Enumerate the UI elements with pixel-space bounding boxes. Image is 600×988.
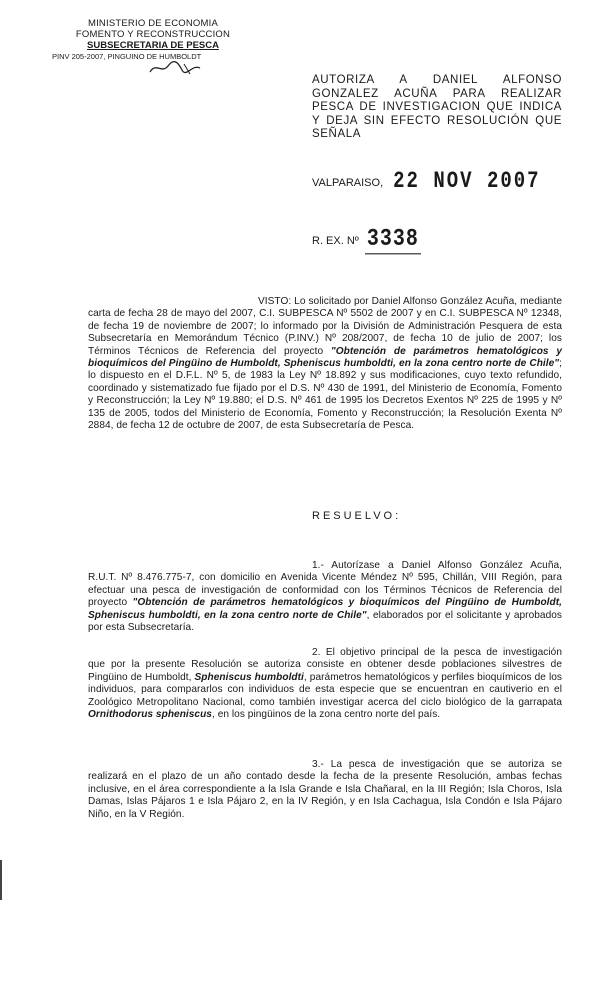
ministry-stamp-header xyxy=(52,18,248,62)
scan-edge-mark xyxy=(0,860,2,900)
resolution-number-line xyxy=(312,225,421,254)
project-title: "Obtención de parámetros hematológicos y bioquímicos del Pingüino de Humboldt, Spheniscus humboldti, en la zona centro norte de Chile" xyxy=(88,597,562,621)
species-name: Spheniscus humboldti xyxy=(194,671,304,683)
date-stamp: 22 NOV 2007 xyxy=(393,167,541,195)
date-label: VALPARAISO, xyxy=(312,177,384,189)
tick-species-name: Ornithodorus spheniscus xyxy=(88,709,212,721)
resolution-title: AUTORIZA A DANIEL ALFONSO GONZALEZ ACUÑA PARA REALIZAR PESCA DE INVESTIGACION QUE INDICA Y DEJA SIN EFECTO RESOLUCIÓN QUE SEÑALA xyxy=(312,74,562,140)
article-2: 2. El objetivo principal de la pesca de investigación que por la presente Resolución se autoriza consiste en obtener desde poblaciones silvestres de Pingüino de Humboldt, Spheniscus humboldti, parámetros hematológicos y perfiles bioquímicos de los individuos, para compararlos con individuos de esta especie que se encuentran en cautiverio en el Zoológico Metropolitano Nacional, como también investigar acerca del ciclo biológico de la garrapata Ornithodorus spheniscus, en los pingüinos de la zona centro norte del país. xyxy=(88,647,563,721)
article-3: 3.- La pesca de investigación que se autoriza se realizará en el plazo de un año contado desde la fecha de la presente Resolución, ambas fechas inclusive, en el área correspondiente a la Isla Grande e Isla Chañaral, en la III Región; Isla Choros, Isla Damas, Islas Pájaros 1 e Isla Pájaro 2, en la IV Región, y en Isla Cachagua, Isla Condón e Isla Pájaro Niño, en la V Región. xyxy=(88,759,562,820)
undersecretary-name: SUBSECRETARIA DE PESCA xyxy=(87,40,219,51)
visto-paragraph: VISTO: Lo solicitado por Daniel Alfonso González Acuña, mediante carta de fecha 28 de mayo del 2007, C.I. SUBPESCA Nº 5502 de 2007 y en C.I. SUBPESCA Nº 12348, de fecha 19 de noviembre de 2007; lo informado por la División de Administración Pesquera de esta Subsecretaría en Memorándum Técnico (P.INV.) Nº 208/2007, de fecha 10 de julio de 2007; los Términos Técnicos de Referencia del proyecto "Obtención de parámetros hematológicos y bioquímicos del Pingüino de Humboldt, Spheniscus humboldti, en la zona centro norte de Chile"; lo dispuesto en el D.F.L. Nº 5, de 1983 la Ley Nº 18.892 y sus modificaciones, cuyo texto refundido, coordinado y sistematizado fue fijado por el D.S. Nº 430 de 1991, del Ministerio de Economía, Fomento y Reconstrucción; la Ley Nº 19.880; el D.S. Nº 461 de 1995 los Decretos Exentos Nº 225 de 1995 y Nº 135 de 2005, todos del Ministerio de Economía, Fomento y Reconstrucción; la Resolución Exenta Nº 2884, de fecha 12 de octubre de 2007, de esta Subsecretaría de Pesca. xyxy=(88,296,562,432)
resuelvo-heading: RESUELVO: xyxy=(312,510,402,522)
project-reference: PINV 205-2007, PINGUINO DE HUMBOLDT xyxy=(52,52,202,61)
article-1: 1.- Autorízase a Daniel Alfonso González Acuña, R.U.T. Nº 8.476.775-7, con domicilio en Avenida Vicente Méndez Nº 595, Chillán, VIII Región, para efectuar una pesca de investigación de conformidad con los Términos Técnicos de Referencia del proyecto "Obtención de parámetros hematológicos y bioquímicos del Pingüino de Humboldt, Spheniscus humboldti, en la zona centro norte de Chile", elaborados por el solicitante y aprobados por esta Subsecretaría. xyxy=(88,560,562,634)
project-title: "Obtención de parámetros hematológicos y bioquímicos del Pingüino de Humboldt, Spheniscus humboldti, en la zona centro norte de Chile" xyxy=(88,345,562,370)
resolution-number: 3338 xyxy=(366,225,419,254)
date-line xyxy=(312,167,541,195)
handwritten-initials xyxy=(148,60,208,76)
ministry-name: MINISTERIO DE ECONOMIA xyxy=(87,18,219,29)
resolution-number-label: R. EX. Nº xyxy=(312,235,359,247)
ministry-subtitle: FOMENTO Y RECONSTRUCCION xyxy=(75,29,231,40)
